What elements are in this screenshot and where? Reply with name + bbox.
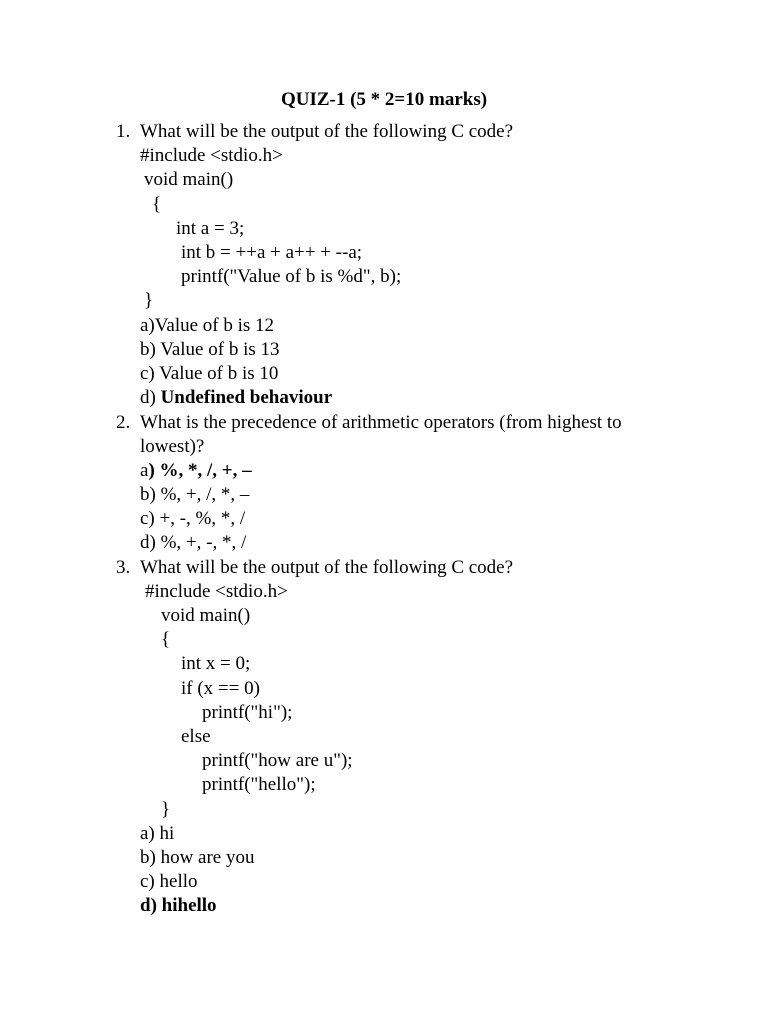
option-prefix: a) [140,822,160,844]
code-line: printf("Value of b is %d", b); [181,266,402,288]
option-text: %, +, -, *, / [160,532,247,554]
code-line: { [161,629,171,651]
option-d [140,894,676,918]
option-prefix: b) [140,484,161,506]
option-prefix: d) [140,895,162,917]
option-text: Value of b is 10 [159,362,279,384]
code-line: printf("how are u"); [202,750,353,772]
code-line: { [152,193,162,215]
option-d [140,386,676,410]
option-d [140,531,676,555]
code-line: int x = 0; [181,653,251,675]
option-a [140,459,676,483]
option-prefix: d) [140,387,161,409]
code-line: } [161,798,171,820]
question-3 [116,556,676,919]
question-1 [116,120,676,410]
option-c [140,870,676,894]
option-prefix: b) [140,846,161,868]
option-text: Value of b is 12 [154,314,275,336]
code-line: int b = ++a + a++ + --a; [181,241,363,263]
option-text: Value of b is 13 [160,338,280,360]
option-text: how are you [160,846,255,868]
option-prefix: b) [140,338,161,360]
option-prefix: a [140,459,149,481]
code-line: printf("hi"); [202,701,293,723]
option-text: +, -, %, *, / [159,508,246,530]
code-line: int a = 3; [176,217,245,239]
code-line: } [144,290,154,312]
option-c [140,362,676,386]
option-a [140,822,676,846]
code-line: #include <stdio.h> [140,145,283,167]
code-line: void main() [161,605,251,627]
question-body [140,411,676,556]
question-number: 1. [116,121,131,142]
option-text-correct: Undefined behaviour [160,387,333,409]
question-text: What will be the output of the following C code? [140,556,514,578]
option-text-correct: ) %, *, /, +, – [148,459,252,481]
question-body [140,120,676,410]
question-text: What will be the output of the following C code? [140,121,514,142]
option-text: hi [159,822,175,844]
option-prefix: d) [140,532,161,554]
code-line: void main() [144,169,234,191]
option-b [140,338,676,362]
option-prefix: c) [140,362,160,384]
quiz-title: QUIZ-1 (5 * 2=10 marks) [280,89,488,110]
option-prefix: c) [140,508,160,530]
question-number: 3. [116,556,131,578]
question-number: 2. [116,411,131,433]
option-prefix: a) [140,314,155,336]
option-c [140,507,676,531]
code-line: #include <stdio.h> [145,580,288,602]
question-2 [116,411,676,556]
option-text: hello [159,871,198,893]
code-line: printf("hello"); [202,774,316,796]
question-body [140,556,676,919]
option-b [140,846,676,870]
code-line: else [181,726,211,747]
option-text: %, +, /, *, – [160,484,250,506]
code-line: if (x == 0) [181,677,260,699]
option-a [140,314,676,338]
option-b [140,483,676,507]
option-prefix: c) [140,871,160,893]
question-text: What is the precedence of arithmetic operators (from highest to lowest)? [140,411,622,457]
option-text-correct: hihello [161,895,217,917]
